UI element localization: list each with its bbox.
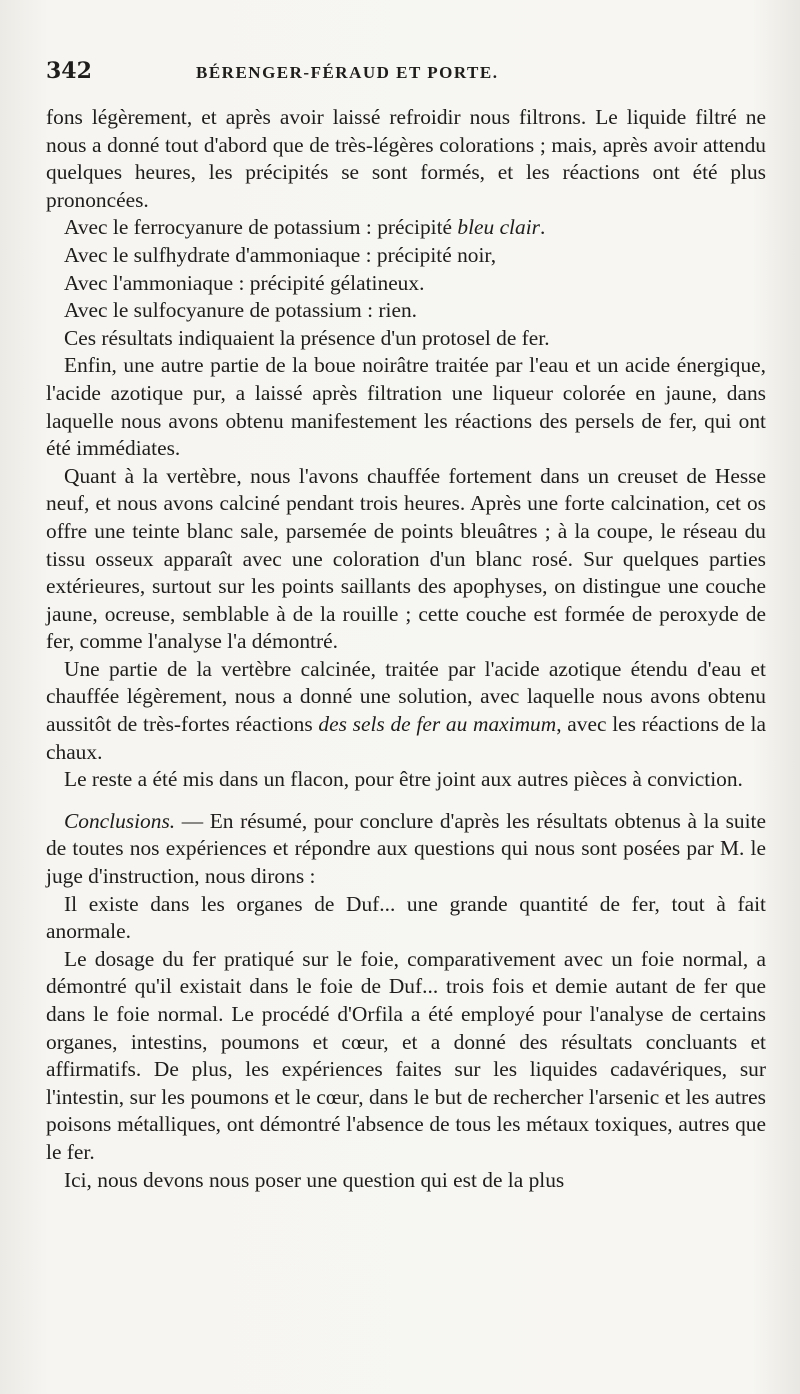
section-gap xyxy=(46,794,766,808)
paragraph-calcinee: Une partie de la vertèbre calcinée, traitée par l'acide azotique étendu d'eau et chauffée légèrement, nous a donné une solution, avec laquelle nous avons obtenu aussitôt de très-fortes réactions des sels de fer au maximum, avec les réactions de la chaux. xyxy=(46,656,766,764)
body-text xyxy=(46,104,766,1194)
paragraph-dosage: Le dosage du fer pratiqué sur le foie, comparativement avec un foie normal, a démontré qu'il existait dans le foie de Duf... trois fois et demie autant de fer que dans le foie normal. Le procédé d'Orfila a été employé pour l'analyse de certains organes, intestins, poumons et cœur, et a donné des résultats concluants et affirmatifs. De plus, les expériences faites sur les liquides cadavériques, sur l'intestin, sur les poumons et le cœur, dans le but de rechercher l'arsenic et les autres poisons métalliques, ont démontré l'absence de tous les métaux toxiques, autres que le fer. xyxy=(46,946,766,1164)
paragraph-continuation: fons légèrement, et après avoir laissé refroidir nous filtrons. Le liquide filtré ne nous a donné tout d'abord que de très-légères colorations ; mais, après avoir attendu quelques heures, les précipités se sont formés, et les réactions ont été plus prononcées. xyxy=(46,105,766,212)
running-head: BÉRENGER-FÉRAUD ET PORTE. xyxy=(196,63,499,82)
paragraph-conclusions: Conclusions. — En résumé, pour conclure d'après les résultats obtenus à la suite de toutes nos expériences et répondre aux questions qui nous sont posées par M. le juge d'instruction, nous dirons : xyxy=(46,808,766,889)
paragraph-flacon: Le reste a été mis dans un flacon, pour être joint aux autres pièces à conviction. xyxy=(64,767,743,792)
paragraph-enfin: Enfin, une autre partie de la boue noirâtre traitée par l'eau et un acide énergique, l'acide azotique pur, a laissé après filtration une liqueur colorée en jaune, dans laquelle nous avons obtenu manifestement les réactions des persels de fer, qui ont été immédiates. xyxy=(46,353,766,461)
reaction-sulfocyanure: Avec le sulfocyanure de potassium : rien. xyxy=(64,298,418,323)
paragraph-quantite-fer: Il existe dans les organes de Duf... une grande quantité de fer, tout à fait anormale. xyxy=(46,891,766,944)
reaction-ammoniaque: Avec l'ammoniaque : précipité gélatineux. xyxy=(64,270,425,295)
paragraph-protosel: Ces résultats indiquaient la présence d'un protosel de fer. xyxy=(64,325,550,350)
page-number: 342 xyxy=(46,58,92,84)
reaction-sulfhydrate: Avec le sulfhydrate d'ammoniaque : précipité noir, xyxy=(64,242,497,267)
paragraph-question: Ici, nous devons nous poser une question qui est de la plus xyxy=(64,1167,565,1192)
reaction-ferrocyanure: Avec le ferrocyanure de potassium : précipité bleu clair. xyxy=(64,215,546,240)
page-header xyxy=(46,58,766,104)
paragraph-vertebre: Quant à la vertèbre, nous l'avons chauffée fortement dans un creuset de Hesse neuf, et nous avons calciné pendant trois heures. Après une forte calcination, cet os offre une teinte blanc sale, parsemée de points bleuâtres ; à la coupe, le réseau du tissu osseux apparaît avec une coloration d'un blanc rosé. Sur quelques parties extérieures, surtout sur les points saillants des apophyses, on distingue une couche jaune, ocreuse, semblable à de la rouille ; cette couche est formée de peroxyde de fer, comme l'analyse l'a démontré. xyxy=(46,463,766,654)
